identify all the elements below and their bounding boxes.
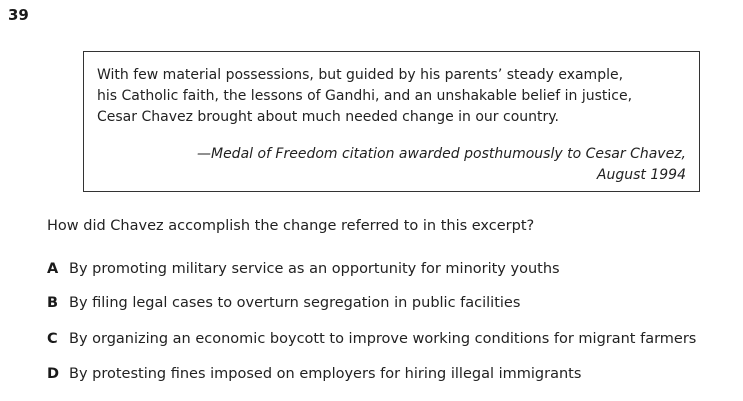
option-b[interactable]: [47, 295, 520, 311]
excerpt-text: [97, 65, 687, 128]
option-letter: C: [47, 331, 58, 347]
option-letter: B: [47, 295, 59, 311]
question-text: How did Chavez accomplish the change referred to in this excerpt?: [47, 218, 535, 234]
excerpt-line: With few material possessions, but guided by his parents’ steady example,: [97, 67, 624, 83]
citation-line: August 1994: [596, 167, 686, 183]
option-text: By filing legal cases to overturn segregation in public facilities: [69, 295, 521, 311]
option-letter: D: [47, 366, 60, 382]
citation-line: —Medal of Freedom citation awarded posthumously to Cesar Chavez,: [196, 146, 686, 162]
excerpt-line: Cesar Chavez brought about much needed change in our country.: [97, 109, 559, 125]
option-text: By organizing an economic boycott to improve working conditions for migrant farmers: [69, 331, 697, 347]
excerpt-line: his Catholic faith, the lessons of Gandhi, and an unshakable belief in justice,: [97, 88, 633, 104]
question-number: 39: [8, 6, 29, 24]
option-text: By protesting fines imposed on employers for hiring illegal immigrants: [69, 366, 582, 382]
excerpt-citation: [197, 144, 686, 186]
option-c[interactable]: [47, 331, 696, 347]
option-d[interactable]: [47, 366, 581, 382]
excerpt-box: [83, 51, 700, 192]
option-text: By promoting military service as an opportunity for minority youths: [69, 261, 560, 277]
option-letter: A: [47, 261, 59, 277]
option-a[interactable]: [47, 261, 560, 277]
